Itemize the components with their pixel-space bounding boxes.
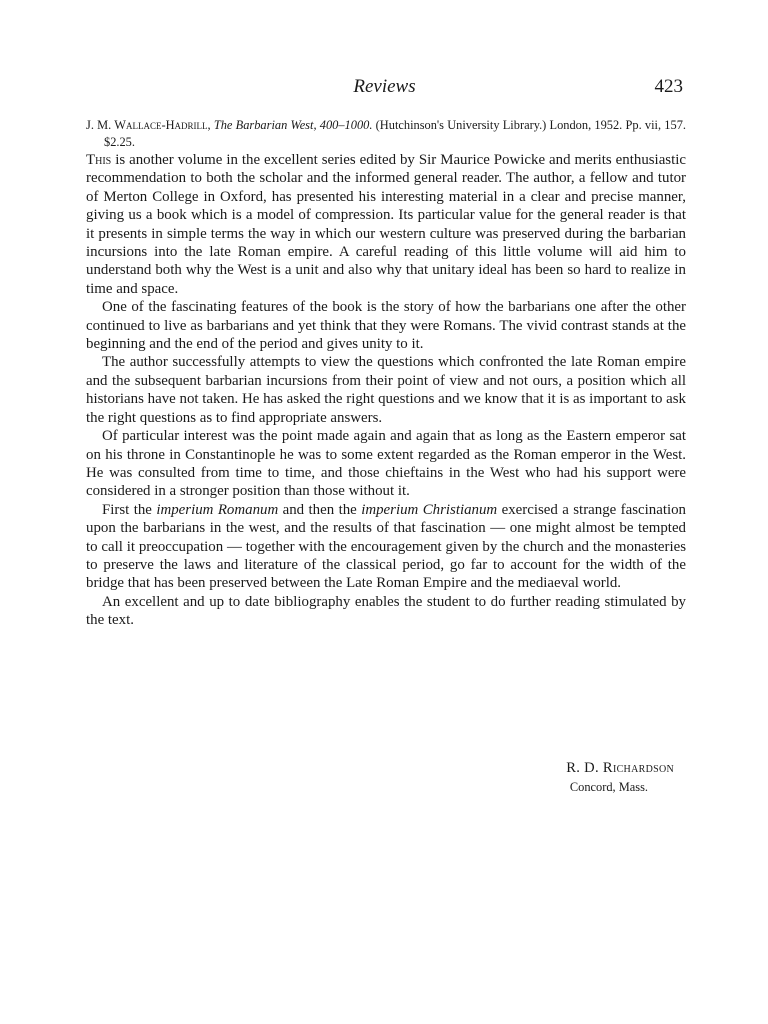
paragraph-text: is another volume in the excellent series edited by Sir Maurice Powicke and merits enthusiastic recommendation to both the scholar and the informed general reader. The author, a fellow and tutor of Merton College in Oxford, has presented his interesting material in a clear and precise manner, giving us a book which is a model of compression. Its particular value for the general reader is that it presents in simple terms the way in which our western culture was preserved during the barbarian incursions into the late Roman empire. A careful reading of this little volume will aid him to understand both why the West is a unit and also why that unitary ideal has been so hard to realize in time and space. (86, 152, 686, 297)
review-paragraph-5 (86, 501, 686, 593)
review-paragraph-1 (86, 151, 686, 298)
paragraph-lead-word: This (86, 152, 112, 168)
citation-author: J. M. Wallace-Hadrill, (86, 118, 211, 132)
paragraph-text: First the (102, 501, 157, 518)
reviewer-location: Concord, Mass. (569, 780, 648, 794)
running-head (86, 74, 683, 102)
page-number: 423 (654, 76, 683, 97)
review-paragraph-4: Of particular interest was the point made again and again that as long as the Eastern emperor sat on his throne in Constantinople he was to some extent regarded as the Roman emperor in the West. He was consulted from time to time, and those chieftains in the West who had his support were considered in a stronger position than those without it. (86, 428, 686, 500)
review-paragraph-6: An excellent and up to date bibliography enables the student to do further reading stimulated by the text. (86, 593, 686, 629)
latin-term: imperium Romanum (156, 501, 279, 518)
review-paragraph-2: One of the fascinating features of the book is the story of how the barbarians one after the other continued to live as barbarians and yet think that they were Romans. The vivid contrast stands at the beginning and the end of the period and gives unity to it. (86, 299, 686, 353)
citation-title: The Barbarian West, 400–1000. (213, 118, 373, 132)
review-body (86, 151, 686, 630)
latin-term: imperium Christianum (361, 501, 498, 518)
citation-details: (Hutchinson's University Library.) London, 1952. Pp. vii, 157. $2.25. (104, 118, 686, 149)
reviewer-signature (566, 759, 674, 796)
paragraph-text: and then the (278, 501, 362, 518)
reviewer-name: R. D. Richardson (566, 760, 674, 776)
running-title: Reviews (353, 76, 416, 97)
book-citation (86, 117, 686, 151)
paragraph-text: exercised a strange fascination upon the barbarians in the west, and the results of that fascination — one might almost be tempted to call it preoccupation — together with the encouragement given by the church and the monasteries to preserve the laws and literature of the classical period, go far to account for the width of the bridge that has been preserved between the Late Roman Empire and the mediaeval world. (86, 501, 686, 592)
review-paragraph-3: The author successfully attempts to view the questions which confronted the late Roman empire and the subsequent barbarian incursions from their point of view and not ours, a position which all historians have not taken. He has asked the right questions and we know that it is as important to ask the right questions as to find appropriate answers. (86, 354, 686, 426)
